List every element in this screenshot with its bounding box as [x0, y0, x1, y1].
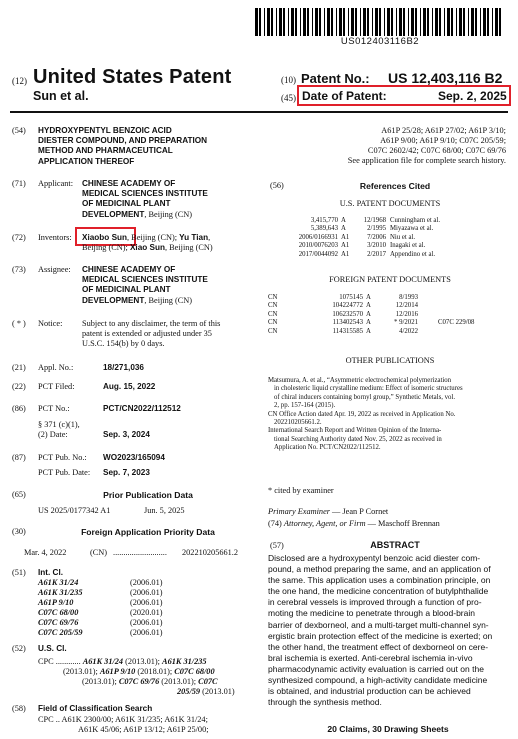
int-cl-code: C07C 69/76 — [38, 618, 79, 627]
int-cl-date: (2006.01) — [130, 598, 163, 607]
cpc-line-2 — [63, 667, 215, 677]
foreign-priority-date: Mar. 4, 2022 — [24, 548, 67, 557]
barcode-bar — [348, 8, 349, 36]
field-of-search-line: A61P 9/00; A61P 9/10; C07C 205/59; — [380, 136, 506, 145]
pct-pub-date-label: PCT Pub. Date: — [38, 468, 91, 477]
barcode-bar — [427, 8, 429, 36]
barcode-bar — [339, 8, 342, 36]
foreign-priority-title: Foreign Application Priority Data — [81, 527, 215, 537]
cpc-line-4 — [177, 687, 235, 697]
appl-no-label: Appl. No.: — [38, 363, 74, 372]
foreign-priority-dots: .......................... — [113, 548, 167, 557]
primary-examiner-name: — Jean P Cornet — [329, 507, 389, 516]
field-number-57: (57) — [270, 541, 284, 550]
inventor-name: Yu Tian — [179, 233, 209, 242]
foreign-patent-doc-row: CN 114315585 A 4/2022 — [268, 327, 418, 335]
field-of-search-line: A61K 45/06; A61P 13/12; A61P 25/00; — [78, 725, 209, 734]
barcode-bar — [276, 8, 277, 36]
field-number-54: (54) — [12, 126, 26, 135]
barcode-bar — [271, 8, 273, 36]
abstract-line: pharmacodynamic activity evaluation is carried out on the — [268, 663, 484, 674]
other-publications — [268, 377, 508, 453]
header-rule — [10, 111, 508, 113]
barcode-bar — [315, 8, 318, 36]
other-publications-title: OTHER PUBLICATIONS — [345, 356, 435, 365]
barcode-bar — [387, 8, 390, 36]
barcode-bar — [264, 8, 265, 36]
cpc-line-1 — [38, 657, 207, 667]
search-history-note: See application file for complete search history. — [347, 156, 506, 165]
barcode-bar — [447, 8, 450, 36]
invention-title — [38, 126, 207, 167]
field-number-52: (52) — [12, 644, 26, 653]
us-patent-doc-row: 2010/0076203 A1 3/2010 Inagaki et al. — [298, 242, 426, 250]
foreign-patent-documents — [268, 294, 474, 336]
notice-line: patent is extended or adjusted under 35 — [82, 329, 212, 338]
cited-by-examiner: * cited by examiner — [268, 486, 334, 495]
abstract-line: ergistic brain protection effect of the medicine is exerted; on — [268, 630, 493, 641]
barcode-bar — [279, 8, 282, 36]
cpc-label: CPC — [38, 657, 54, 666]
barcode-bar — [372, 8, 373, 36]
assignee-line: CHINESE ACADEMY OF — [82, 265, 176, 274]
abstract-line: in cerebral vessels is improved through a function of pro- — [268, 597, 482, 608]
other-publication-line: International Search Report and Written Opinion of the Interna- — [268, 427, 442, 435]
inventors — [82, 233, 210, 243]
barcode-bar — [288, 8, 289, 36]
barcode-bar — [411, 8, 414, 36]
barcode-bar — [295, 8, 297, 36]
int-cl-code: A61K 31/235 — [38, 588, 83, 597]
cpc-date: (2013.01) — [200, 687, 235, 696]
patent-number: US 12,403,116 B2 — [388, 70, 503, 86]
cpc-code: C07C 68/00 — [174, 667, 215, 676]
barcode-bar — [375, 8, 378, 36]
field-of-search-line: CPC .. A61K 2300/00; A61K 31/235; A61K 31/24; — [38, 715, 208, 724]
cpc-code: C07C 69/76 — [118, 677, 160, 686]
cpc-date: (2013.01); — [159, 677, 199, 686]
cpc-code: 205/59 — [177, 687, 201, 696]
applicant-location: , Beijing (CN) — [144, 209, 193, 219]
barcode-bar — [343, 8, 345, 36]
field-number-51: (51) — [12, 568, 26, 577]
barcode-bar — [403, 8, 405, 36]
applicant-label: Applicant: — [38, 179, 74, 188]
barcode-bar — [379, 8, 381, 36]
appl-no-value: 18/271,036 — [103, 363, 144, 372]
attorney — [268, 519, 440, 529]
abstract-line: the same. This application uses a combination principle, on — [268, 575, 491, 586]
barcode-bar — [327, 8, 330, 36]
abstract-line: pound, a method preparing the same, and an application of — [268, 564, 491, 575]
field-number-45: (45) — [281, 93, 296, 103]
foreign-patent-doc-row: CN 104224772 A 12/2014 — [268, 302, 418, 310]
us-patent-documents — [270, 217, 440, 259]
applicant-line: DEVELOPMENT — [82, 209, 145, 219]
int-cl-code: C07C 68/00 — [38, 608, 79, 617]
inventors-line-2 — [82, 243, 213, 253]
assignee-line: DEVELOPMENT — [82, 295, 145, 305]
patent-number-label: Patent No.: — [301, 71, 370, 86]
barcode-bar — [468, 8, 469, 36]
barcode-bar — [303, 8, 306, 36]
int-cl-row — [38, 578, 163, 588]
int-cl-list — [38, 578, 163, 638]
barcode — [255, 8, 505, 36]
barcode-bar — [463, 8, 465, 36]
inventor-location: , Beijing (CN) — [164, 243, 213, 252]
abstract-line: moting the medicine to penetrate through a blood-brain — [268, 608, 475, 619]
cpc-date: (2013.01); — [82, 677, 119, 686]
pct-filed-value: Aug. 15, 2022 — [103, 382, 156, 391]
field-number-73: (73) — [12, 265, 26, 274]
invention-title-line: HYDROXYPENTYL BENZOIC ACID — [38, 126, 172, 135]
field-number-21: (21) — [12, 363, 26, 372]
inventor-location: , Beijing (CN); — [127, 233, 178, 242]
foreign-patent-doc-row: CN 106232570 A 12/2016 — [268, 310, 418, 318]
field-number-22: (22) — [12, 382, 26, 391]
field-of-search-label: Field of Classification Search — [38, 704, 153, 713]
foreign-priority-appno: 202210205661.2 — [182, 548, 239, 557]
int-cl-row — [38, 628, 163, 638]
barcode-bar — [408, 8, 409, 36]
other-publication-line: tional Searching Authority dated Nov. 25, 2022 as received in — [274, 435, 442, 443]
applicant-line: CHINESE ACADEMY OF — [82, 179, 176, 188]
barcode-bar — [471, 8, 474, 36]
cpc-date: (2013.01); — [123, 657, 163, 666]
abstract-title: ABSTRACT — [370, 540, 420, 550]
int-cl-code: C07C 205/59 — [38, 628, 83, 637]
field-number-notice: ( * ) — [12, 319, 26, 328]
barcode-bar — [396, 8, 397, 36]
abstract-line: synthesized compound, a high-activity candidate medicine — [268, 675, 488, 686]
assignee — [82, 265, 208, 306]
us-patent-doc-row: 3,415,770 A 12/1968 Cunningham et al. — [310, 217, 441, 224]
notice-label: Notice: — [38, 319, 63, 328]
barcode-bar — [300, 8, 301, 36]
primary-examiner-label: Primary Examiner — [268, 507, 330, 516]
inventor-location: , — [208, 233, 211, 242]
us-patent-doc-row: 5,389,643 A 2/1995 Miyazawa et al. — [310, 225, 434, 233]
field-number-74: (74) — [268, 519, 282, 528]
int-cl-row — [38, 598, 163, 608]
applicant — [82, 179, 208, 220]
invention-title-line: APPLICATION THEREOF — [38, 156, 135, 166]
barcode-bar — [492, 8, 493, 36]
other-publication-line: Matsumura, A. et al., “Asymmetric electrochemical polymerization — [268, 377, 452, 384]
int-cl-date: (2006.01) — [130, 578, 163, 587]
barcode-bar — [399, 8, 402, 36]
s371-label: § 371 (c)(1), — [38, 420, 80, 429]
applicant-line: MEDICAL SCIENCES INSTITUTE — [82, 189, 208, 199]
date-of-patent: Sep. 2, 2025 — [438, 89, 507, 103]
barcode-bar — [324, 8, 325, 36]
barcode-bar — [367, 8, 369, 36]
barcode-bar — [283, 8, 285, 36]
barcode-bar — [415, 8, 417, 36]
abstract-line: barrier of dexborneol, and a multi-target multi-channel syn- — [268, 619, 489, 630]
barcode-bar — [495, 8, 498, 36]
other-publication-line: 2, pp. 157-164 (2015). — [274, 402, 336, 410]
barcode-bar — [259, 8, 261, 36]
barcode-bar — [319, 8, 321, 36]
date-of-patent-label: Date of Patent: — [302, 89, 387, 103]
field-number-65: (65) — [12, 490, 26, 499]
other-publication-line: CN Office Action dated Apr. 19, 2022 as received in Application No. — [268, 410, 456, 418]
barcode-number: US012403116B2 — [340, 36, 420, 47]
field-number-56: (56) — [270, 181, 284, 190]
inventor-name: Xiao Sun — [129, 243, 165, 252]
barcode-bar — [444, 8, 445, 36]
barcode-bar — [432, 8, 433, 36]
barcode-bar — [360, 8, 361, 36]
abstract-line: bral ischemia is exerted. Anti-cerebral ischemia in-vivo — [268, 652, 473, 663]
field-of-search-continued — [262, 126, 506, 166]
barcode-bar — [355, 8, 357, 36]
assignee-line: MEDICAL SCIENCES INSTITUTE — [82, 275, 208, 285]
prior-publication-doc: US 2025/0177342 A1 — [38, 506, 111, 515]
primary-examiner — [268, 507, 388, 517]
barcode-bar — [420, 8, 421, 36]
abstract-line: through the synthesis method. — [268, 697, 382, 708]
cpc-code: A61P 9/10 — [99, 667, 136, 676]
int-cl-code: A61P 9/10 — [38, 598, 74, 607]
invention-title-line: DIESTER COMPOUND, AND PREPARATION — [38, 136, 208, 146]
foreign-patent-doc-row: CN 1075145 A 8/1993 — [268, 294, 418, 301]
cpc-date: (2018.01); — [135, 667, 175, 676]
s371-date-label: (2) Date: — [38, 430, 68, 439]
cpc-code: A61K 31/24 — [82, 657, 124, 666]
notice-line: Subject to any disclaimer, the term of this — [82, 319, 221, 328]
barcode-bar — [459, 8, 462, 36]
abstract-line: the other hand, the treatment effect of dexborneol on cere- — [268, 641, 489, 652]
other-publication-line: 202210205661.2. — [274, 419, 322, 427]
pct-filed-label: PCT Filed: — [38, 382, 75, 391]
barcode-bar — [480, 8, 481, 36]
pct-pub-date-value: Sep. 7, 2023 — [103, 468, 150, 477]
foreign-patent-documents-title: FOREIGN PATENT DOCUMENTS — [329, 275, 451, 284]
pct-pub-no-label: PCT Pub. No.: — [38, 453, 87, 462]
int-cl-row — [38, 588, 163, 598]
document-type-title: United States Patent — [33, 66, 232, 88]
int-cl-date: (2006.01) — [130, 588, 163, 597]
field-number-30: (30) — [12, 527, 26, 536]
int-cl-date: (2020.01) — [130, 608, 163, 617]
barcode-bar — [499, 8, 501, 36]
prior-publication-date: Jun. 5, 2025 — [144, 506, 185, 515]
barcode-bar — [267, 8, 270, 36]
prior-publication-title: Prior Publication Data — [103, 490, 193, 500]
other-publication-line: in cholesteric liquid crystalline medium: Effect of isomeric structures — [274, 385, 463, 393]
us-patent-doc-row: 2017/0044092 A1 2/2017 Appendino et al. — [298, 250, 436, 258]
claims-and-sheets: 20 Claims, 30 Drawing Sheets — [327, 724, 449, 734]
inventors-short: Sun et al. — [33, 89, 89, 103]
inventors-label: Inventors: — [38, 233, 72, 242]
field-number-12: (12) — [12, 76, 27, 86]
assignee-location: , Beijing (CN) — [144, 295, 193, 305]
invention-title-line: METHOD AND PHARMACEUTICAL — [38, 146, 173, 156]
pct-no-label: PCT No.: — [38, 404, 70, 413]
us-cl-label: U.S. Cl. — [38, 644, 67, 653]
int-cl-row — [38, 618, 163, 628]
cpc-code: C07C — [198, 677, 218, 686]
other-publication-line: of chiral inducers containing bornyl group,” Synthetic Metals, vol. — [274, 393, 456, 401]
us-patent-doc-row: 2006/0166931 A1 7/2006 Niu et al. — [298, 233, 416, 241]
barcode-bar — [451, 8, 453, 36]
assignee-line: OF MEDICINAL PLANT — [82, 285, 171, 295]
inventor-name: Xiaobo Sun — [82, 233, 128, 242]
barcode-bar — [487, 8, 489, 36]
int-cl-code: A61K 31/24 — [38, 578, 79, 587]
field-number-71: (71) — [12, 179, 26, 188]
field-number-72: (72) — [12, 233, 26, 242]
assignee-label: Assignee: — [38, 265, 71, 274]
int-cl-date: (2006.01) — [130, 618, 163, 627]
field-number-86: (86) — [12, 404, 26, 413]
field-of-search-line: A61P 25/28; A61P 27/02; A61P 3/10; — [381, 126, 506, 135]
abstract-line: Disclosed are a hydroxypentyl benzoic acid diester com- — [268, 553, 481, 563]
field-of-search-line: C07C 2602/42; C07C 68/00; C07C 69/76 — [367, 146, 506, 155]
barcode-bar — [475, 8, 477, 36]
s371-date-value: Sep. 3, 2024 — [103, 430, 150, 439]
barcode-bar — [391, 8, 393, 36]
cpc-line-3 — [82, 677, 218, 687]
barcode-bar — [255, 8, 258, 36]
pct-no-value: PCT/CN2022/112512 — [103, 404, 181, 413]
barcode-bar — [291, 8, 294, 36]
barcode-bar — [307, 8, 309, 36]
barcode-bar — [384, 8, 385, 36]
inventor-location: Beijing (CN); — [82, 243, 128, 252]
foreign-priority-country: (CN) — [90, 548, 108, 557]
int-cl-date: (2006.01) — [130, 628, 163, 637]
field-number-87: (87) — [12, 453, 26, 462]
field-number-10: (10) — [281, 75, 296, 85]
barcode-bar — [363, 8, 366, 36]
barcode-bar — [336, 8, 337, 36]
abstract-body — [268, 553, 508, 708]
int-cl-label: Int. Cl. — [38, 568, 64, 577]
barcode-bar — [331, 8, 333, 36]
barcode-bar — [483, 8, 486, 36]
cpc-date: (2013.01); — [63, 667, 100, 676]
barcode-bar — [456, 8, 457, 36]
attorney-name: — Maschoff Brennan — [365, 519, 440, 528]
notice-text — [82, 319, 220, 349]
barcode-bar — [435, 8, 438, 36]
cpc-code: A61K 31/235 — [162, 657, 207, 666]
cpc-dots: ............ — [55, 657, 81, 666]
applicant-line: OF MEDICINAL PLANT — [82, 199, 171, 209]
attorney-label: Attorney, Agent, or Firm — [283, 519, 366, 528]
barcode-bar — [439, 8, 441, 36]
pct-pub-no-value: WO2023/165094 — [103, 453, 165, 462]
barcode-bar — [351, 8, 354, 36]
barcode-bar — [423, 8, 426, 36]
barcode-bar — [312, 8, 313, 36]
other-publication-line: Application No. PCT/CN2022/112512. — [274, 444, 381, 452]
us-patent-documents-title: U.S. PATENT DOCUMENTS — [339, 199, 441, 208]
notice-line: U.S.C. 154(b) by 0 days. — [82, 339, 165, 348]
abstract-line: is obtained, and industrial production can be achieved — [268, 686, 471, 697]
field-number-58: (58) — [12, 704, 26, 713]
foreign-patent-doc-row: CN 113402543 A * 9/2021 C07C 229/08 — [268, 319, 475, 327]
abstract-line: the one hand, the medicine concentration of butylphthalide — [268, 586, 489, 597]
int-cl-row — [38, 608, 163, 618]
references-cited-title: References Cited — [359, 181, 431, 191]
